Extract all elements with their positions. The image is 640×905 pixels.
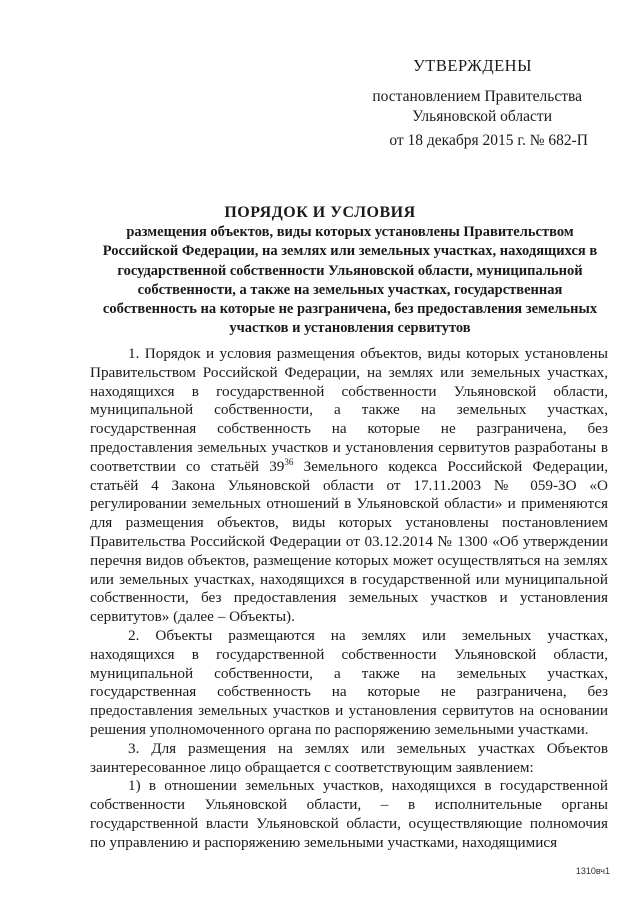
- footer-code: 1310вч1: [575, 866, 610, 876]
- document-subtitle: размещения объектов, виды которых установлены Правительством Российской Федерации, на землях или земельных участках, находящихся в государственной собственности Ульяновской области, муниципальной собственности, а также на земельных участках, государственная собственность на которые не разграничена, без предоставления земельных участков и установления сервитутов: [102, 224, 598, 337]
- paragraph-3: 3. Для размещения на землях или земельных участках Объектов заинтересованное лицо обращается с соответствующим заявлением:: [90, 739, 608, 776]
- paragraph-1-part-a: 1. Порядок и условия размещения объектов, виды которых установлены Правительством Российской Федерации, на землях или земельных участках, находящихся в государственной собственности Ульяновской области, муниципальной собственности, а также на земельных участках, государственная собственность на которые не разграничена, без предоставления земельных участков и установления сервитутов разработаны в соответствии со статьёй 39: [90, 345, 608, 475]
- approval-date: от 18 декабря 2015 г. № 682-П: [389, 132, 588, 149]
- approval-line-2: Ульяновской области: [412, 108, 552, 125]
- document-title: ПОРЯДОК И УСЛОВИЯ: [224, 204, 416, 221]
- paragraph-4: 1) в отношении земельных участков, находящихся в государственной собственности Ульяновской области, – в исполнительные органы государственной власти Ульяновской области, осуществляющие полномочия по управлению и распоряжению земельными участками, находящимися: [90, 777, 608, 851]
- approval-title: УТВЕРЖДЕНЫ: [413, 56, 532, 75]
- paragraph-1-superscript: 36: [284, 456, 294, 467]
- approval-line-1: постановлением Правительства: [372, 88, 582, 105]
- document-body: [90, 345, 608, 853]
- paragraph-1: [90, 345, 608, 627]
- paragraph-1-part-b: Земельного кодекса Российской Федерации, статьёй 4 Закона Ульяновской области от 17.11.2003 № 059-ЗО «О регулировании земельных отношений в Ульяновской области» и применяются для размещения объектов, виды которых установлены постановлением Правительства Российской Федерации от 03.12.2014 № 1300 «Об утверждении перечня видов объектов, размещение которых может осуществляться на землях или земельных участках, находящихся в государственной или муниципальной собственности, без предоставления земельных участков и установления сервитутов» (далее – Объекты).: [90, 457, 609, 626]
- paragraph-2: 2. Объекты размещаются на землях или земельных участках, находящихся в государственной собственности Ульяновской области, муниципальной собственности, а также на земельных участках, государственная собственность на которые не разграничена, без предоставления земельных участков и установления сервитутов на основании решения уполномоченного органа по распоряжению земельными участками.: [90, 626, 608, 738]
